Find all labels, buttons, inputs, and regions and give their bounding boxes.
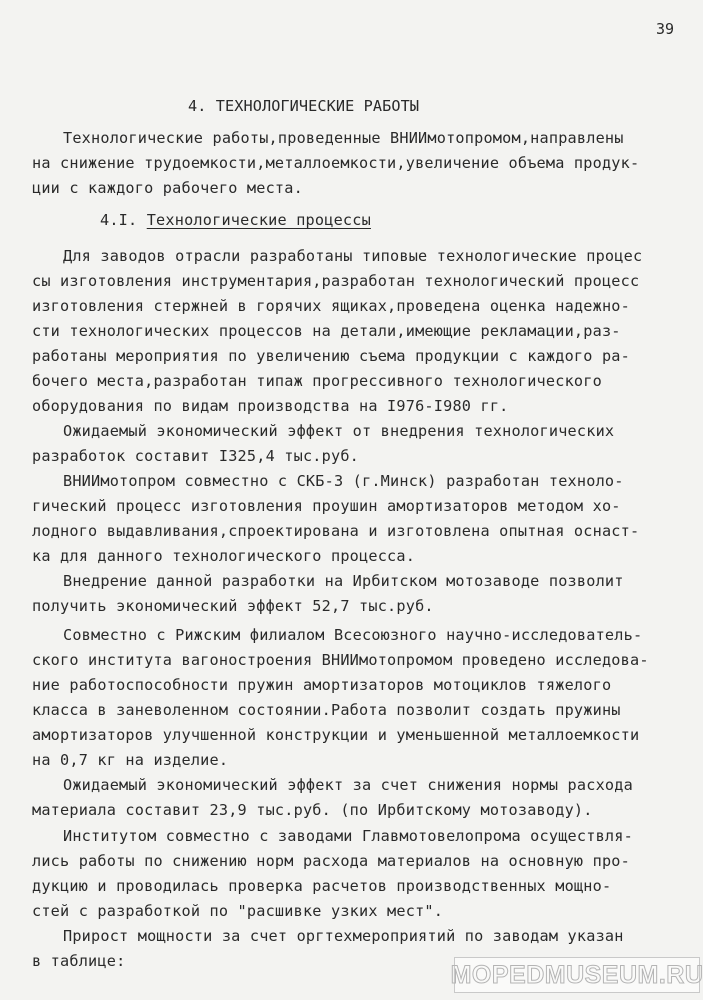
subsection-number: 4.I. — [100, 211, 138, 229]
body-line: стей с разработкой по "расшивке узких мест". — [32, 902, 444, 920]
body-line: Ожидаемый экономический эффект за счет снижения нормы расхода — [63, 776, 633, 794]
body-line: изготовления стержней в горячих ящиках,проведена оценка надежно- — [32, 297, 630, 315]
subsection-title: Технологические процессы — [146, 211, 371, 229]
body-line: бочего места,разработан типаж прогрессивного технологического — [32, 372, 602, 390]
body-line: дукцию и проводилась проверка расчетов производственных мощно- — [32, 877, 612, 895]
body-line: Прирост мощности за счет оргтехмероприятий по заводам указан — [63, 927, 624, 945]
section-title: 4. ТЕХНОЛОГИЧЕСКИЕ РАБОТЫ — [188, 97, 420, 115]
intro-line: Технологические работы,проведенные ВНИИмотопромом,направлены — [63, 129, 624, 147]
body-line: амортизаторов улучшенной конструкции и уменьшенной металлоемкости — [32, 726, 640, 744]
body-line: сы изготовления инструментария,разработан технологический процесс — [32, 272, 640, 290]
body-line: класса в заневоленном состоянии.Работа позволит создать пружины — [32, 701, 621, 719]
body-line: лись работы по снижению норм расхода материалов на основную про- — [32, 852, 630, 870]
body-line: оборудования по видам производства на I976-I980 гг. — [32, 397, 509, 415]
body-line: Институтом совместно с заводами Главмотовелопрома осуществля- — [63, 827, 633, 845]
body-line: Внедрение данной разработки на Ирбитском мотозаводе позволит — [63, 572, 624, 590]
body-line: разработок составит I325,4 тыс.руб. — [32, 447, 360, 465]
body-line: ка для данного технологического процесса. — [32, 547, 416, 565]
body-line: ние работоспособности пружин амортизаторов мотоциклов тяжелого — [32, 676, 612, 694]
body-line: материала составит 23,9 тыс.руб. (по Ирбитскому мотозаводу). — [32, 801, 593, 819]
body-line: ского института вагоностроения ВНИИмотопромом проведено исследова- — [32, 651, 649, 669]
watermark — [450, 957, 703, 993]
page-number: 39 — [656, 20, 675, 38]
subsection-heading — [100, 210, 371, 230]
intro-line: ции с каждого рабочего места. — [32, 179, 303, 197]
body-line: на 0,7 кг на изделие. — [32, 751, 229, 769]
body-line: работаны мероприятия по увеличению съема продукции с каждого ра- — [32, 347, 630, 365]
body-line: Совместно с Рижским филиалом Всесоюзного научно-исследователь- — [63, 626, 643, 644]
body-line: Ожидаемый экономический эффект от внедрения технологических — [63, 422, 615, 440]
body-line: в таблице: — [32, 952, 126, 970]
body-line: сти технологических процессов на детали,имеющие рекламации,раз- — [32, 322, 621, 340]
intro-line: на снижение трудоемкости,металлоемкости,увеличение объема продук- — [32, 154, 640, 172]
watermark-text: MOPEDMUSEUM.RU — [450, 960, 703, 989]
body-line: получить экономический эффект 52,7 тыс.руб. — [32, 597, 434, 615]
body-line: Для заводов отрасли разработаны типовые технологические процес — [63, 247, 643, 265]
body-line: ВНИИмотопром совместно с СКБ-3 (г.Минск) разработан техноло- — [63, 472, 624, 490]
body-line: лодного выдавливания,спроектирована и изготовлена опытная оснаст- — [32, 522, 640, 540]
body-line: гический процесс изготовления проушин амортизаторов методом хо- — [32, 497, 621, 515]
